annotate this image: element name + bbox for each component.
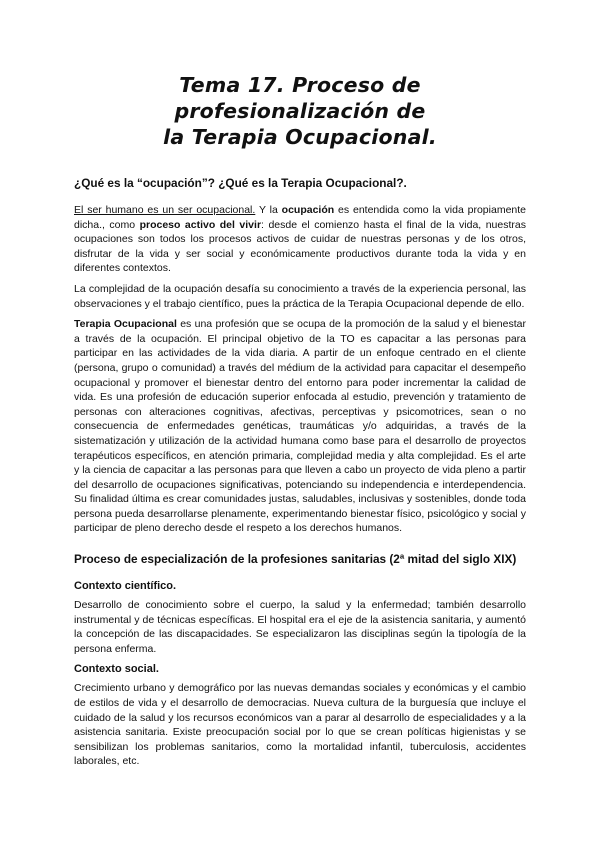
page-title — [74, 72, 526, 150]
bold-term: proceso activo del vivir — [139, 218, 262, 231]
subheading-contexto-social: Contexto social. — [74, 663, 159, 676]
paragraph-contexto-cientifico: Desarrollo de conocimiento sobre el cuerpo, la salud y la enfermedad; también desarrollo instrumental y de técnicas específicas. El hospital era el eje de la asistencia sanitaria, y aumentó la concepción de las discapacidades. Se especializaron las disciplinas según la tipología de la persona enferma. — [74, 599, 526, 655]
text-run: es entendida como la vida propiamente dicha., como — [74, 204, 527, 231]
section-heading-especializacion: Proceso de especialización de la profesiones sanitarias (2ª mitad del siglo XIX) — [74, 552, 517, 567]
paragraph-terapia-ocupacional — [74, 317, 526, 536]
subheading-contexto-cientifico: Contexto científico. — [74, 580, 177, 593]
paragraph-ser-ocupacional — [74, 203, 526, 276]
section-heading-ocupacion: ¿Qué es la “ocupación”? ¿Qué es la Terapia Ocupacional?. — [74, 176, 407, 190]
title-line-2: la Terapia Ocupacional. — [163, 125, 437, 149]
underlined-phrase: El ser humano es un ser ocupacional. — [74, 204, 256, 216]
title-line-1: Tema 17. Proceso de profesionalización de — [174, 73, 426, 123]
text-run: : desde el comienzo hasta el final de la vida, nuestras ocupaciones son todos los procesos activos de cuidar de nuestras personas y de los otros, disfrutar de la vida y ser social y económicamente productivos durante toda la vida y en diferentes contextos. — [74, 218, 526, 275]
paragraph-contexto-social: Crecimiento urbano y demográfico por las nuevas demandas sociales y económicas y el cambio de estilos de vida y el desarrollo de democracias. Nueva cultura de la burguesía que incluye el cuidado de la salud y los recursos económicos van a parar al desarrollo de especialidades y a la asistencia sanitaria. Existe preocupación social por lo que se crean políticas higienistas y se sensibilizan los problemas sanitarios, como la mortalidad infantil, tuberculosis, accidentes laborales, etc. — [74, 682, 526, 768]
bold-term: Terapia Ocupacional — [74, 318, 177, 331]
document-page — [74, 72, 526, 775]
text-run: es una profesión que se ocupa de la promoción de la salud y el bienestar a través de la ocupación. El principal objetivo de la TO es capacitar a las personas para participar en las actividades de la vida diaria. A partir de un enfoque centrado en el cliente (persona, grupo o comunidad) a través del médium de la actividad para capacitar el desempeño ocupacional y promover el bienestar dentro del entorno para poder incrementar la calidad de vida. Es una profesión de educación superior enfocada al estudio, prevención y tratamiento de personas con alteraciones cognitivas, afectivas, perceptivas y psicomotrices, sean o no consecuencia de enfermedades genéticas, traumáticas y/o adquiridas, a través de la sistematización y utilización de la actividad humana como base para el desarrollo de proyectos terapéuticos específicos, en atención primaria, complejidad media y alta complejidad. Es el arte y la ciencia de capacitar a las personas para que lleven a cabo un proyecto de vida pleno a partir del desarrollo de ocupaciones significativas, potenciando su independencia e interdependencia. Su finalidad última es crear comunidades justas, saludables, inclusivas y sostenibles, donde toda persona pueda desarrollarse plenamente, experimentando bienestar físico, psicológico y social y participar de pleno derecho desde el respeto a los derechos humanos. — [74, 318, 526, 535]
text-run: Y la — [255, 204, 282, 216]
bold-term: ocupación — [281, 204, 335, 216]
paragraph-complejidad: La complejidad de la ocupación desafía su conocimiento a través de la experiencia personal, las observaciones y el trabajo científico, pues la práctica de la Terapia Ocupacional depende de ello. — [74, 282, 526, 310]
